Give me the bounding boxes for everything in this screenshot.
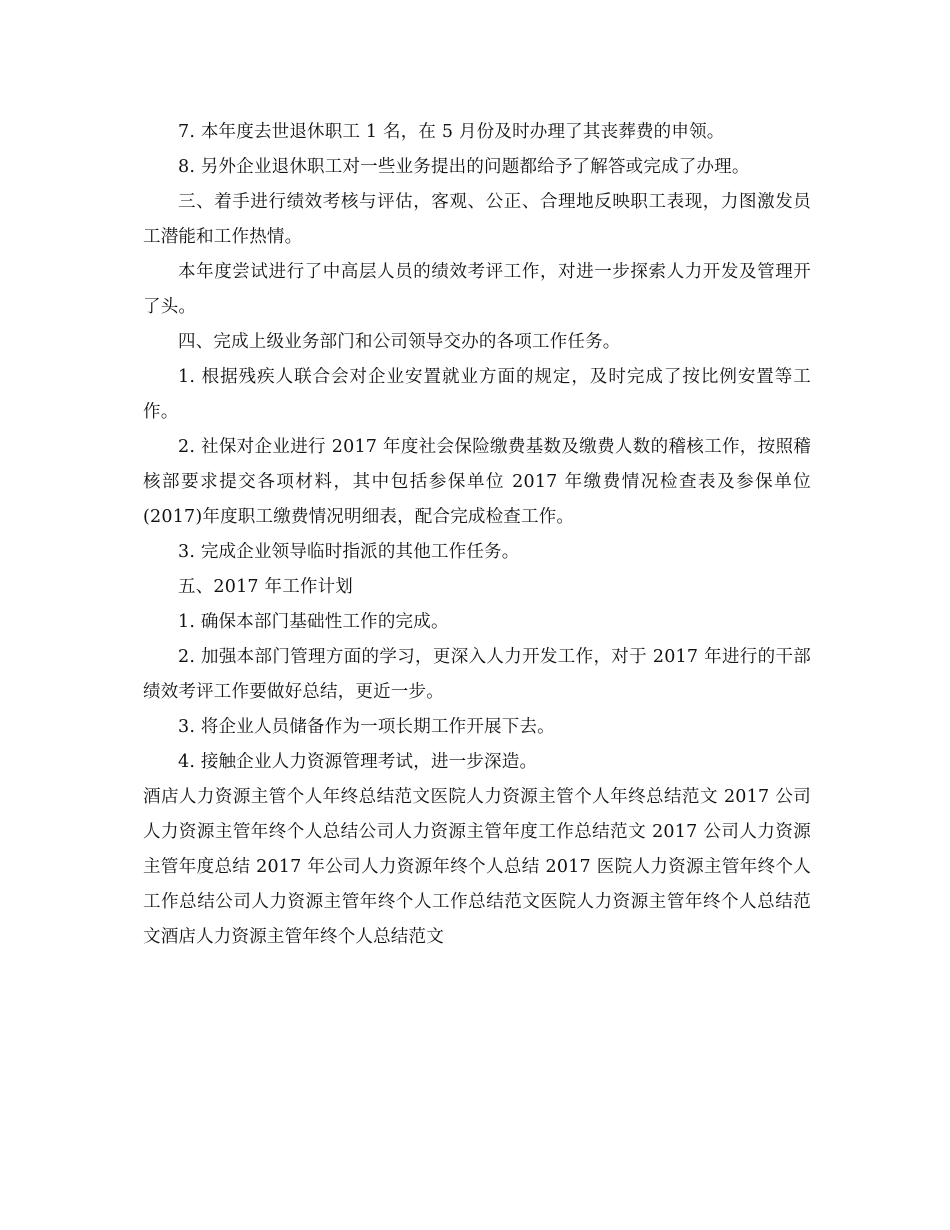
- paragraph-performance-detail: 本年度尝试进行了中高层人员的绩效考评工作，对进一步探索人力开发及管理开了头。: [143, 262, 811, 317]
- section-heading-tasks: 四、完成上级业务部门和公司领导交办的各项工作任务。: [178, 332, 621, 352]
- paragraph-plan-4: 4. 接触企业人力资源管理考试，进一步深造。: [178, 752, 538, 772]
- section-heading-performance: 三、着手进行绩效考核与评估，客观、公正、合理地反映职工表现，力图激发员工潜能和工作热情。: [143, 192, 811, 247]
- paragraph-plan-1: 1. 确保本部门基础性工作的完成。: [178, 612, 449, 632]
- paragraph-task-3: 3. 完成企业领导临时指派的其他工作任务。: [178, 542, 520, 562]
- document-page: [143, 115, 811, 955]
- paragraph-task-2: 2. 社保对企业进行 2017 年度社会保险缴费基数及缴费人数的稽核工作，按照稽核部要求提交各项材料，其中包括参保单位 2017 年缴费情况检查表及参保单位(2017)年度职工缴费情况明细表，配合完成检查工作。: [143, 437, 811, 527]
- paragraph-plan-3: 3. 将企业人员储备作为一项长期工作开展下去。: [178, 717, 555, 737]
- related-titles-paragraph: 酒店人力资源主管个人年终总结范文医院人力资源主管个人年终总结范文 2017 公司人力资源主管年终个人总结公司人力资源主管年度工作总结范文 2017 公司人力资源主管年度总结 2017 年公司人力资源年终个人总结 2017 医院人力资源主管年终个人工作总结公司人力资源主管年终个人工作总结范文医院人力资源主管年终个人总结范文酒店人力资源主管年终个人总结范文: [143, 787, 811, 947]
- paragraph-item-7: 7. 本年度去世退休职工 1 名，在 5 月份及时办理了其丧葬费的申领。: [178, 122, 725, 142]
- section-heading-plan: 五、2017 年工作计划: [178, 577, 353, 597]
- paragraph-task-1: 1. 根据残疾人联合会对企业安置就业方面的规定，及时完成了按比例安置等工作。: [143, 367, 811, 422]
- paragraph-item-8: 8. 另外企业退休职工对一些业务提出的问题都给予了解答或完成了办理。: [178, 157, 750, 177]
- paragraph-plan-2: 2. 加强本部门管理方面的学习，更深入人力开发工作，对于 2017 年进行的干部绩效考评工作要做好总结，更近一步。: [143, 647, 811, 702]
